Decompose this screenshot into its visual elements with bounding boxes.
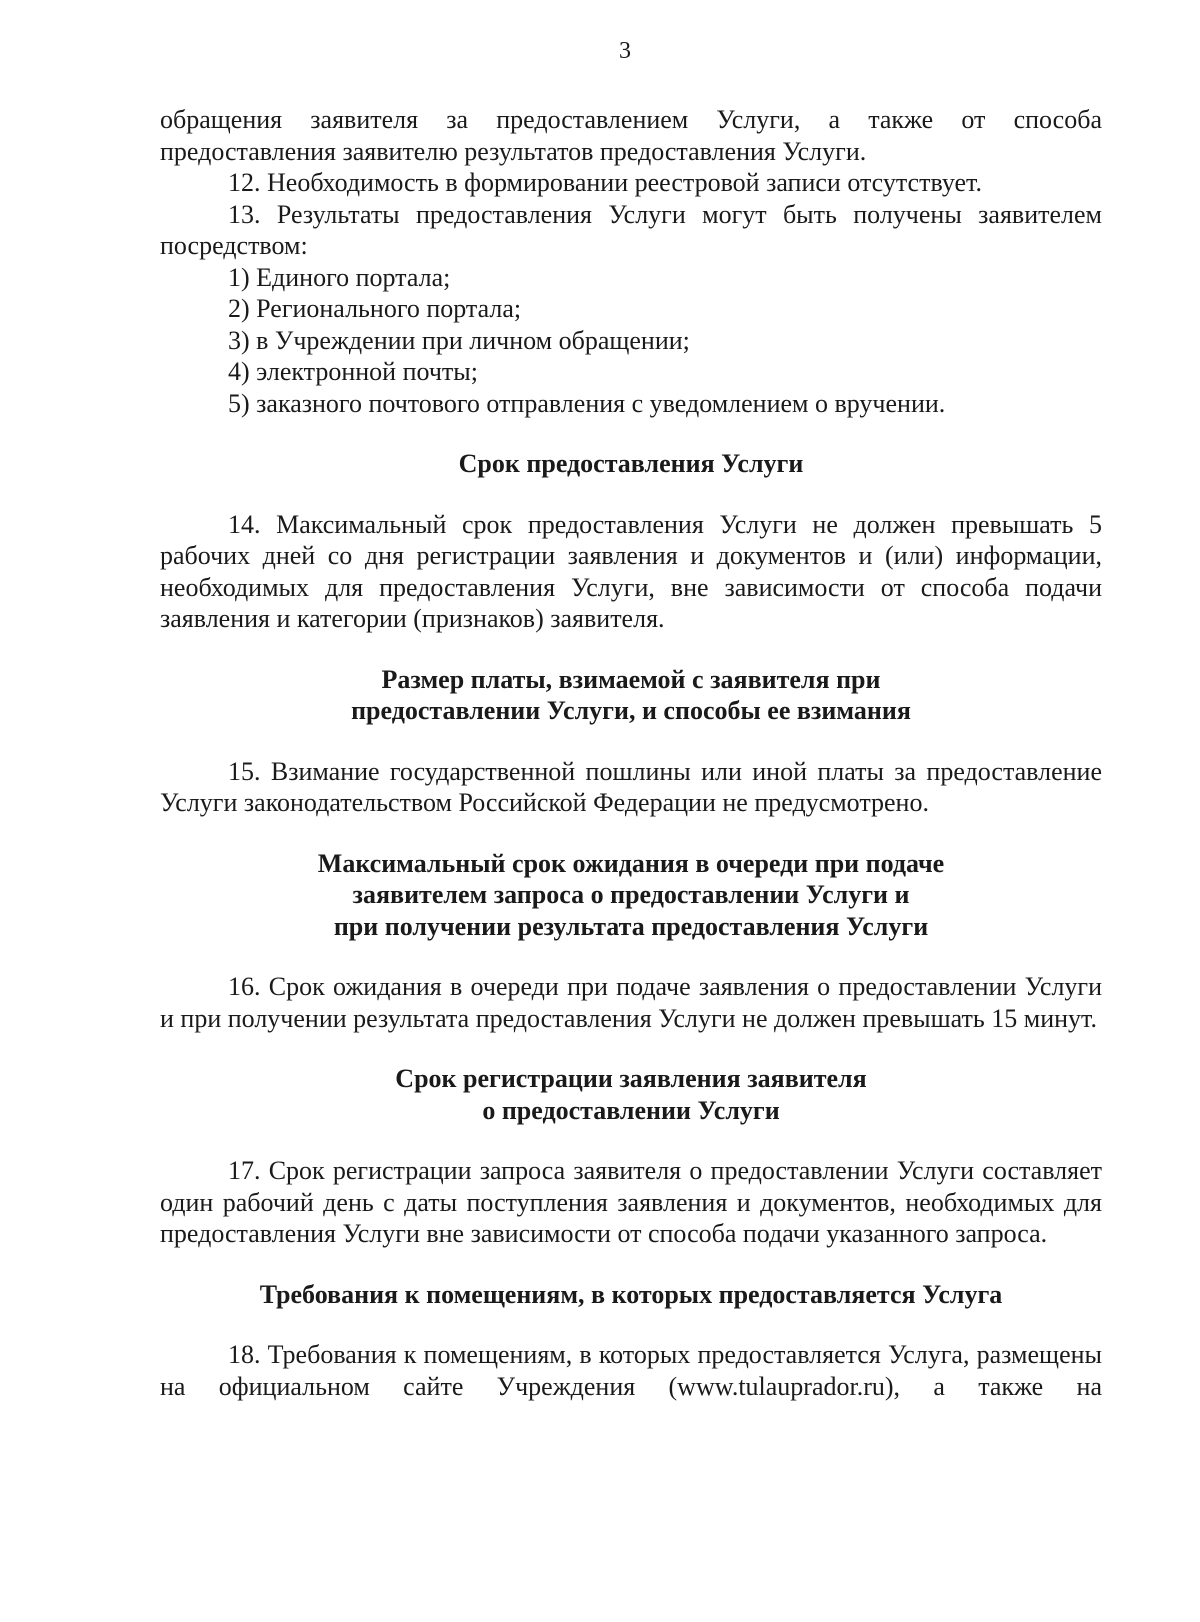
- document-body: [160, 104, 1102, 1402]
- paragraph-17: 17. Срок регистрации запроса заявителя о предоставлении Услуги составляет один рабочий день с даты поступления заявления и документов, необходимых для предоставления Услуги вне зависимости от способа подачи указанного запроса.: [160, 1156, 1102, 1248]
- heading-fee-line: Размер платы, взимаемой с заявителя при: [381, 664, 881, 694]
- result-method-item: 3) в Учреждении при личном обращении;: [228, 325, 690, 355]
- heading-registration-line: Срок регистрации заявления заявителя: [395, 1064, 867, 1093]
- heading-fee-line: предоставлении Услуги, и способы ее взимания: [351, 696, 911, 725]
- heading-service-term: Срок предоставления Услуги: [458, 449, 804, 478]
- heading-registration-line: о предоставлении Услуги: [482, 1095, 780, 1125]
- paragraph-14: 14. Максимальный срок предоставления Услуги не должен превышать 5 рабочих дней со дня регистрации заявления и документов и (или) информации, необходимых для предоставления Услуги, вне зависимости от способа подачи заявления и категории (признаков) заявителя.: [160, 509, 1102, 633]
- heading-registration: [160, 1063, 1102, 1126]
- paragraph-13: 13. Результаты предоставления Услуги могут быть получены заявителем посредством:: [160, 199, 1102, 260]
- heading-fee: [160, 664, 1102, 727]
- result-method-item: 1) Единого портала;: [228, 262, 451, 292]
- heading-queue-line: Максимальный срок ожидания в очереди при подаче: [317, 848, 945, 878]
- heading-premises: Требования к помещениям, в которых предоставляется Услуга: [259, 1279, 1003, 1309]
- paragraph-12: 12. Необходимость в формировании реестровой записи отсутствует.: [228, 168, 982, 197]
- result-method-item: 5) заказного почтового отправления с уведомлением о вручении.: [228, 388, 946, 418]
- page-number: 3: [619, 38, 631, 64]
- heading-queue-line: при получении результата предоставления Услуги: [333, 911, 929, 941]
- paragraph-15: 15. Взимание государственной пошлины или иной платы за предоставление Услуги законодательством Российской Федерации не предусмотрено.: [160, 756, 1102, 817]
- paragraph-18: 18. Требования к помещениям, в которых предоставляется Услуга, размещены на официальном сайте Учреждения (www.tulauprador.ru), а также на: [160, 1340, 1102, 1401]
- paragraph-16: 16. Срок ожидания в очереди при подаче заявления о предоставлении Услуги и при получении результата предоставления Услуги не должен превышать 15 минут.: [160, 972, 1102, 1033]
- result-method-item: 2) Регионального портала;: [228, 294, 522, 323]
- heading-queue-line: заявителем запроса о предоставлении Услуги и: [352, 880, 910, 909]
- paragraph-continuation: обращения заявителя за предоставлением Услуги, а также от способа предоставления заявителю результатов предоставления Услуги.: [160, 105, 1102, 166]
- heading-queue: [160, 848, 1102, 943]
- result-method-item: 4) электронной почты;: [228, 357, 478, 386]
